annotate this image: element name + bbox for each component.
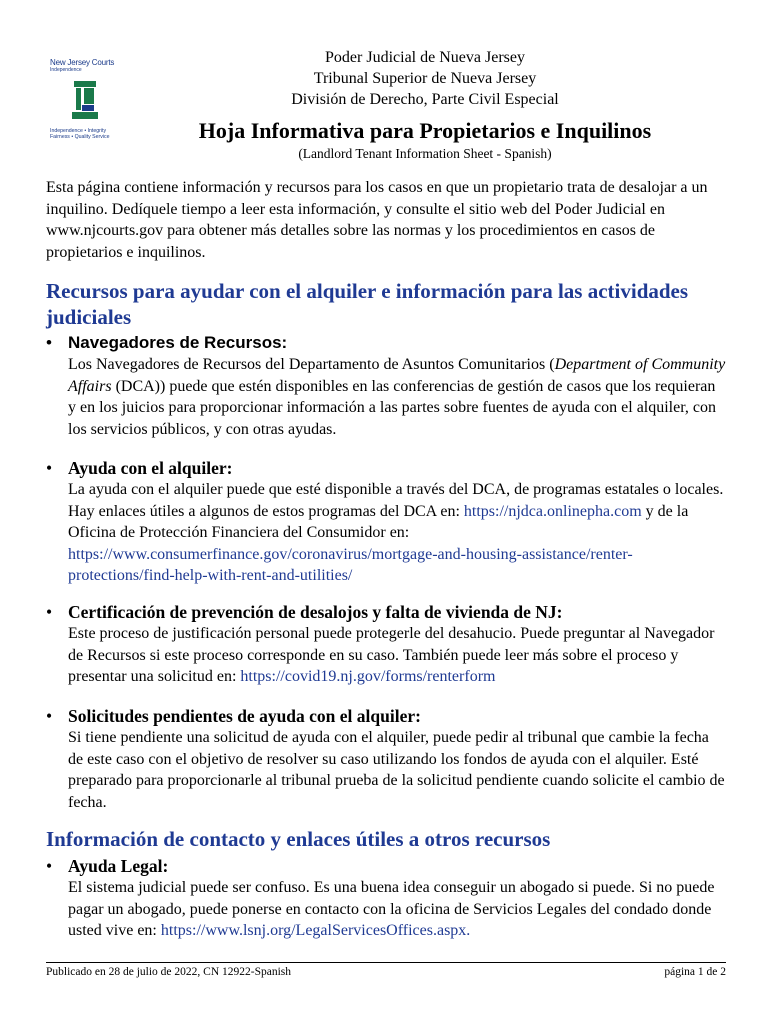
bullet-icon: • <box>46 458 53 478</box>
list-item-resource-navigators <box>46 332 726 440</box>
logo-tagline-top: Independence <box>50 67 82 73</box>
header-line-3: División de Derecho, Parte Civil Especial <box>291 91 559 108</box>
item-title: Solicitudes pendientes de ayuda con el alquiler: <box>68 706 421 726</box>
bullet-icon: • <box>46 333 52 352</box>
logo-name: New Jersey Courts <box>50 58 115 67</box>
item-title: Ayuda con el alquiler: <box>68 458 233 478</box>
list-item-rental-assistance <box>46 457 726 587</box>
item-body: La ayuda con el alquiler puede que esté disponible a través del DCA, de programas estatales o locales. Hay enlaces útiles a algunos de estos programas del DCA en: https://njdca.onlinepha.com y de la Oficina de Protección Financiera del Consumidor en: https://www.consumerfinance.gov/coronavirus/mortgage-and-housing-assistance/renter-protections/find-help-with-rent-and-utilities/ <box>68 481 724 584</box>
lsnj-link[interactable]: https://www.lsnj.org/LegalServicesOffices.aspx. <box>160 922 471 939</box>
logo-tagline-2: Fairness • Quality Service <box>50 134 110 140</box>
publication-date: Publicado en 28 de julio de 2022, CN 12922-Spanish <box>46 966 291 978</box>
consumerfinance-link[interactable]: https://www.consumerfinance.gov/coronavirus/mortgage-and-housing-assistance/renter-protections/find-help-with-rent-and-utilities/ <box>68 545 633 584</box>
list-item-legal-aid <box>46 855 726 942</box>
page-footer <box>46 962 726 978</box>
section-heading-resources: Recursos para ayudar con el alquiler e información para las actividades judiciales <box>46 279 689 329</box>
item-title: Navegadores de Recursos: <box>68 333 288 352</box>
item-body: Si tiene pendiente una solicitud de ayuda con el alquiler, puede pedir al tribunal que cambie la fecha de este caso con el objetivo de resolver su caso utilizando los fondos de ayuda con el alquiler. Esté preparado para proporcionarle al tribunal prueba de la solicitud pendiente cuando solicite el cambio de fecha. <box>68 729 725 811</box>
renterform-link[interactable]: https://covid19.nj.gov/forms/renterform <box>240 668 496 685</box>
logo-tagline-1: Independence • Integrity <box>50 128 107 134</box>
court-header <box>0 47 770 110</box>
list-item-eviction-certification <box>46 601 726 688</box>
page-title: Hoja Informativa para Propietarios e Inquilinos <box>198 118 652 143</box>
section-heading-contact: Información de contacto y enlaces útiles a otros recursos <box>46 827 551 851</box>
bullet-icon: • <box>46 856 53 876</box>
njdca-link[interactable]: https://njdca.onlinepha.com <box>463 502 642 520</box>
header-line-2: Tribunal Superior de Nueva Jersey <box>313 70 537 87</box>
bullet-icon: • <box>46 706 53 726</box>
bullet-icon: • <box>46 602 53 622</box>
page-number: página 1 de 2 <box>664 966 726 978</box>
item-title: Certificación de prevención de desalojos y falta de vivienda de NJ: <box>68 602 563 622</box>
item-title: Ayuda Legal: <box>68 856 169 876</box>
page-subtitle: (Landlord Tenant Information Sheet - Spanish) <box>298 146 552 161</box>
intro-paragraph: Esta página contiene información y recursos para los casos en que un propietario trata de desalojar a un inquilino. Dedíquele tiempo a leer esta información, y consulte el sitio web del Poder Judicial en www.njcourts.gov para obtener más detalles sobre las normas y los procedimientos en casos de propietarios e inquilinos. <box>46 179 708 261</box>
item-body: Este proceso de justificación personal puede protegerle del desahucio. Puede preguntar al Navegador de Recursos si este proceso corresponde en su caso. También puede leer más sobre el proceso y presentar una solicitud en: https://covid19.nj.gov/forms/renterform <box>68 625 715 685</box>
item-body: Los Navegadores de Recursos del Departamento de Asuntos Comunitarios (Department of Community Affairs (DCA)) puede que estén disponibles en las conferencias de gestión de casos que los requieran y en los juicios para proporcionar información a las partes sobre fuentes de ayuda con el alquiler, con los servicios públicos, y con otras ayudas. <box>68 356 726 438</box>
list-item-pending-applications <box>46 705 726 813</box>
item-body: El sistema judicial puede ser confuso. Es una buena idea conseguir un abogado si puede. Si no puede pagar un abogado, puede ponerse en contacto con la oficina de Servicios Legales del condado donde usted vive en: https://www.lsnj.org/LegalServicesOffices.aspx. <box>68 879 715 939</box>
header-line-1: Poder Judicial de Nueva Jersey <box>325 49 525 66</box>
